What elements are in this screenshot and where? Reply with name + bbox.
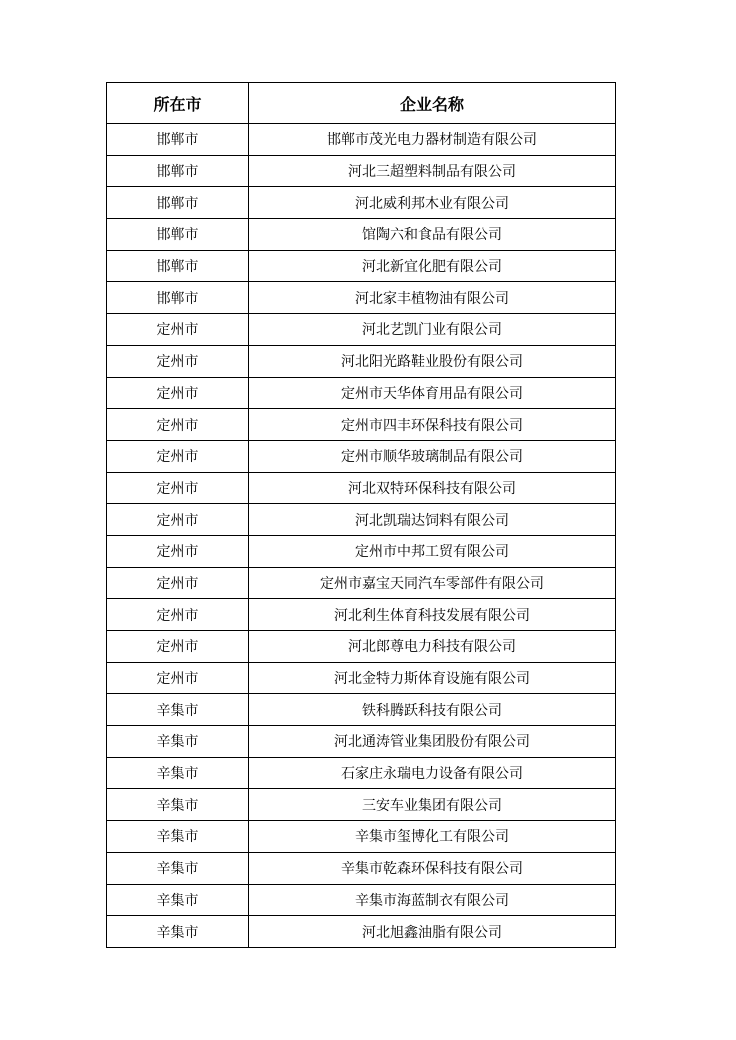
company-name-cell: 河北利生体育科技发展有限公司 [249,599,616,631]
table-row [107,314,616,346]
table-row [107,377,616,409]
city-cell: 辛集市 [107,726,249,758]
city-cell: 定州市 [107,631,249,663]
city-cell: 定州市 [107,567,249,599]
table-row [107,694,616,726]
company-name-cell: 定州市天华体育用品有限公司 [249,377,616,409]
table-row [107,884,616,916]
city-cell: 定州市 [107,662,249,694]
table-row [107,409,616,441]
city-cell: 邯郸市 [107,124,249,156]
company-name-cell: 三安车业集团有限公司 [249,789,616,821]
header-company-name: 企业名称 [249,83,616,124]
city-cell: 定州市 [107,314,249,346]
company-name-cell: 河北威利邦木业有限公司 [249,187,616,219]
city-cell: 定州市 [107,504,249,536]
table-row [107,535,616,567]
company-name-cell: 石家庄永瑞电力设备有限公司 [249,757,616,789]
city-cell: 定州市 [107,345,249,377]
company-name-cell: 河北三超塑料制品有限公司 [249,155,616,187]
company-name-cell: 河北新宜化肥有限公司 [249,250,616,282]
company-name-cell: 辛集市玺博化工有限公司 [249,821,616,853]
company-name-cell: 定州市嘉宝天同汽车零部件有限公司 [249,567,616,599]
company-name-cell: 辛集市乾森环保科技有限公司 [249,852,616,884]
table-row [107,440,616,472]
city-cell: 邯郸市 [107,155,249,187]
table-row [107,662,616,694]
company-name-cell: 河北通涛管业集团股份有限公司 [249,726,616,758]
table-row [107,219,616,251]
table-row [107,599,616,631]
city-cell: 辛集市 [107,916,249,948]
city-cell: 邯郸市 [107,282,249,314]
city-cell: 定州市 [107,472,249,504]
city-cell: 定州市 [107,599,249,631]
company-name-cell: 定州市顺华玻璃制品有限公司 [249,440,616,472]
company-table [106,82,616,948]
company-name-cell: 辛集市海蓝制衣有限公司 [249,884,616,916]
company-name-cell: 邯郸市茂光电力器材制造有限公司 [249,124,616,156]
header-city: 所在市 [107,83,249,124]
table-header [107,83,616,124]
table-row [107,187,616,219]
table-row [107,282,616,314]
company-name-cell: 河北艺凯门业有限公司 [249,314,616,346]
table-row [107,757,616,789]
city-cell: 辛集市 [107,884,249,916]
company-name-cell: 河北双特环保科技有限公司 [249,472,616,504]
header-row [107,83,616,124]
city-cell: 定州市 [107,535,249,567]
table-row [107,852,616,884]
table-row [107,345,616,377]
table-row [107,631,616,663]
city-cell: 辛集市 [107,821,249,853]
table-row [107,726,616,758]
company-name-cell: 铁科腾跃科技有限公司 [249,694,616,726]
table-row [107,124,616,156]
city-cell: 邯郸市 [107,187,249,219]
city-cell: 定州市 [107,409,249,441]
city-cell: 邯郸市 [107,250,249,282]
company-name-cell: 河北旭鑫油脂有限公司 [249,916,616,948]
city-cell: 辛集市 [107,789,249,821]
city-cell: 定州市 [107,440,249,472]
city-cell: 辛集市 [107,757,249,789]
table-row [107,567,616,599]
table-body [107,124,616,948]
company-name-cell: 定州市中邦工贸有限公司 [249,535,616,567]
table-row [107,821,616,853]
city-cell: 邯郸市 [107,219,249,251]
table-row [107,472,616,504]
company-name-cell: 河北阳光路鞋业股份有限公司 [249,345,616,377]
city-cell: 定州市 [107,377,249,409]
company-name-cell: 馆陶六和食品有限公司 [249,219,616,251]
city-cell: 辛集市 [107,694,249,726]
company-name-cell: 河北金特力斯体育设施有限公司 [249,662,616,694]
company-name-cell: 定州市四丰环保科技有限公司 [249,409,616,441]
company-name-cell: 河北家丰植物油有限公司 [249,282,616,314]
table-row [107,155,616,187]
table-row [107,250,616,282]
city-cell: 辛集市 [107,852,249,884]
table-row [107,789,616,821]
company-name-cell: 河北郎尊电力科技有限公司 [249,631,616,663]
company-name-cell: 河北凯瑞达饲料有限公司 [249,504,616,536]
table-row [107,504,616,536]
table-row [107,916,616,948]
